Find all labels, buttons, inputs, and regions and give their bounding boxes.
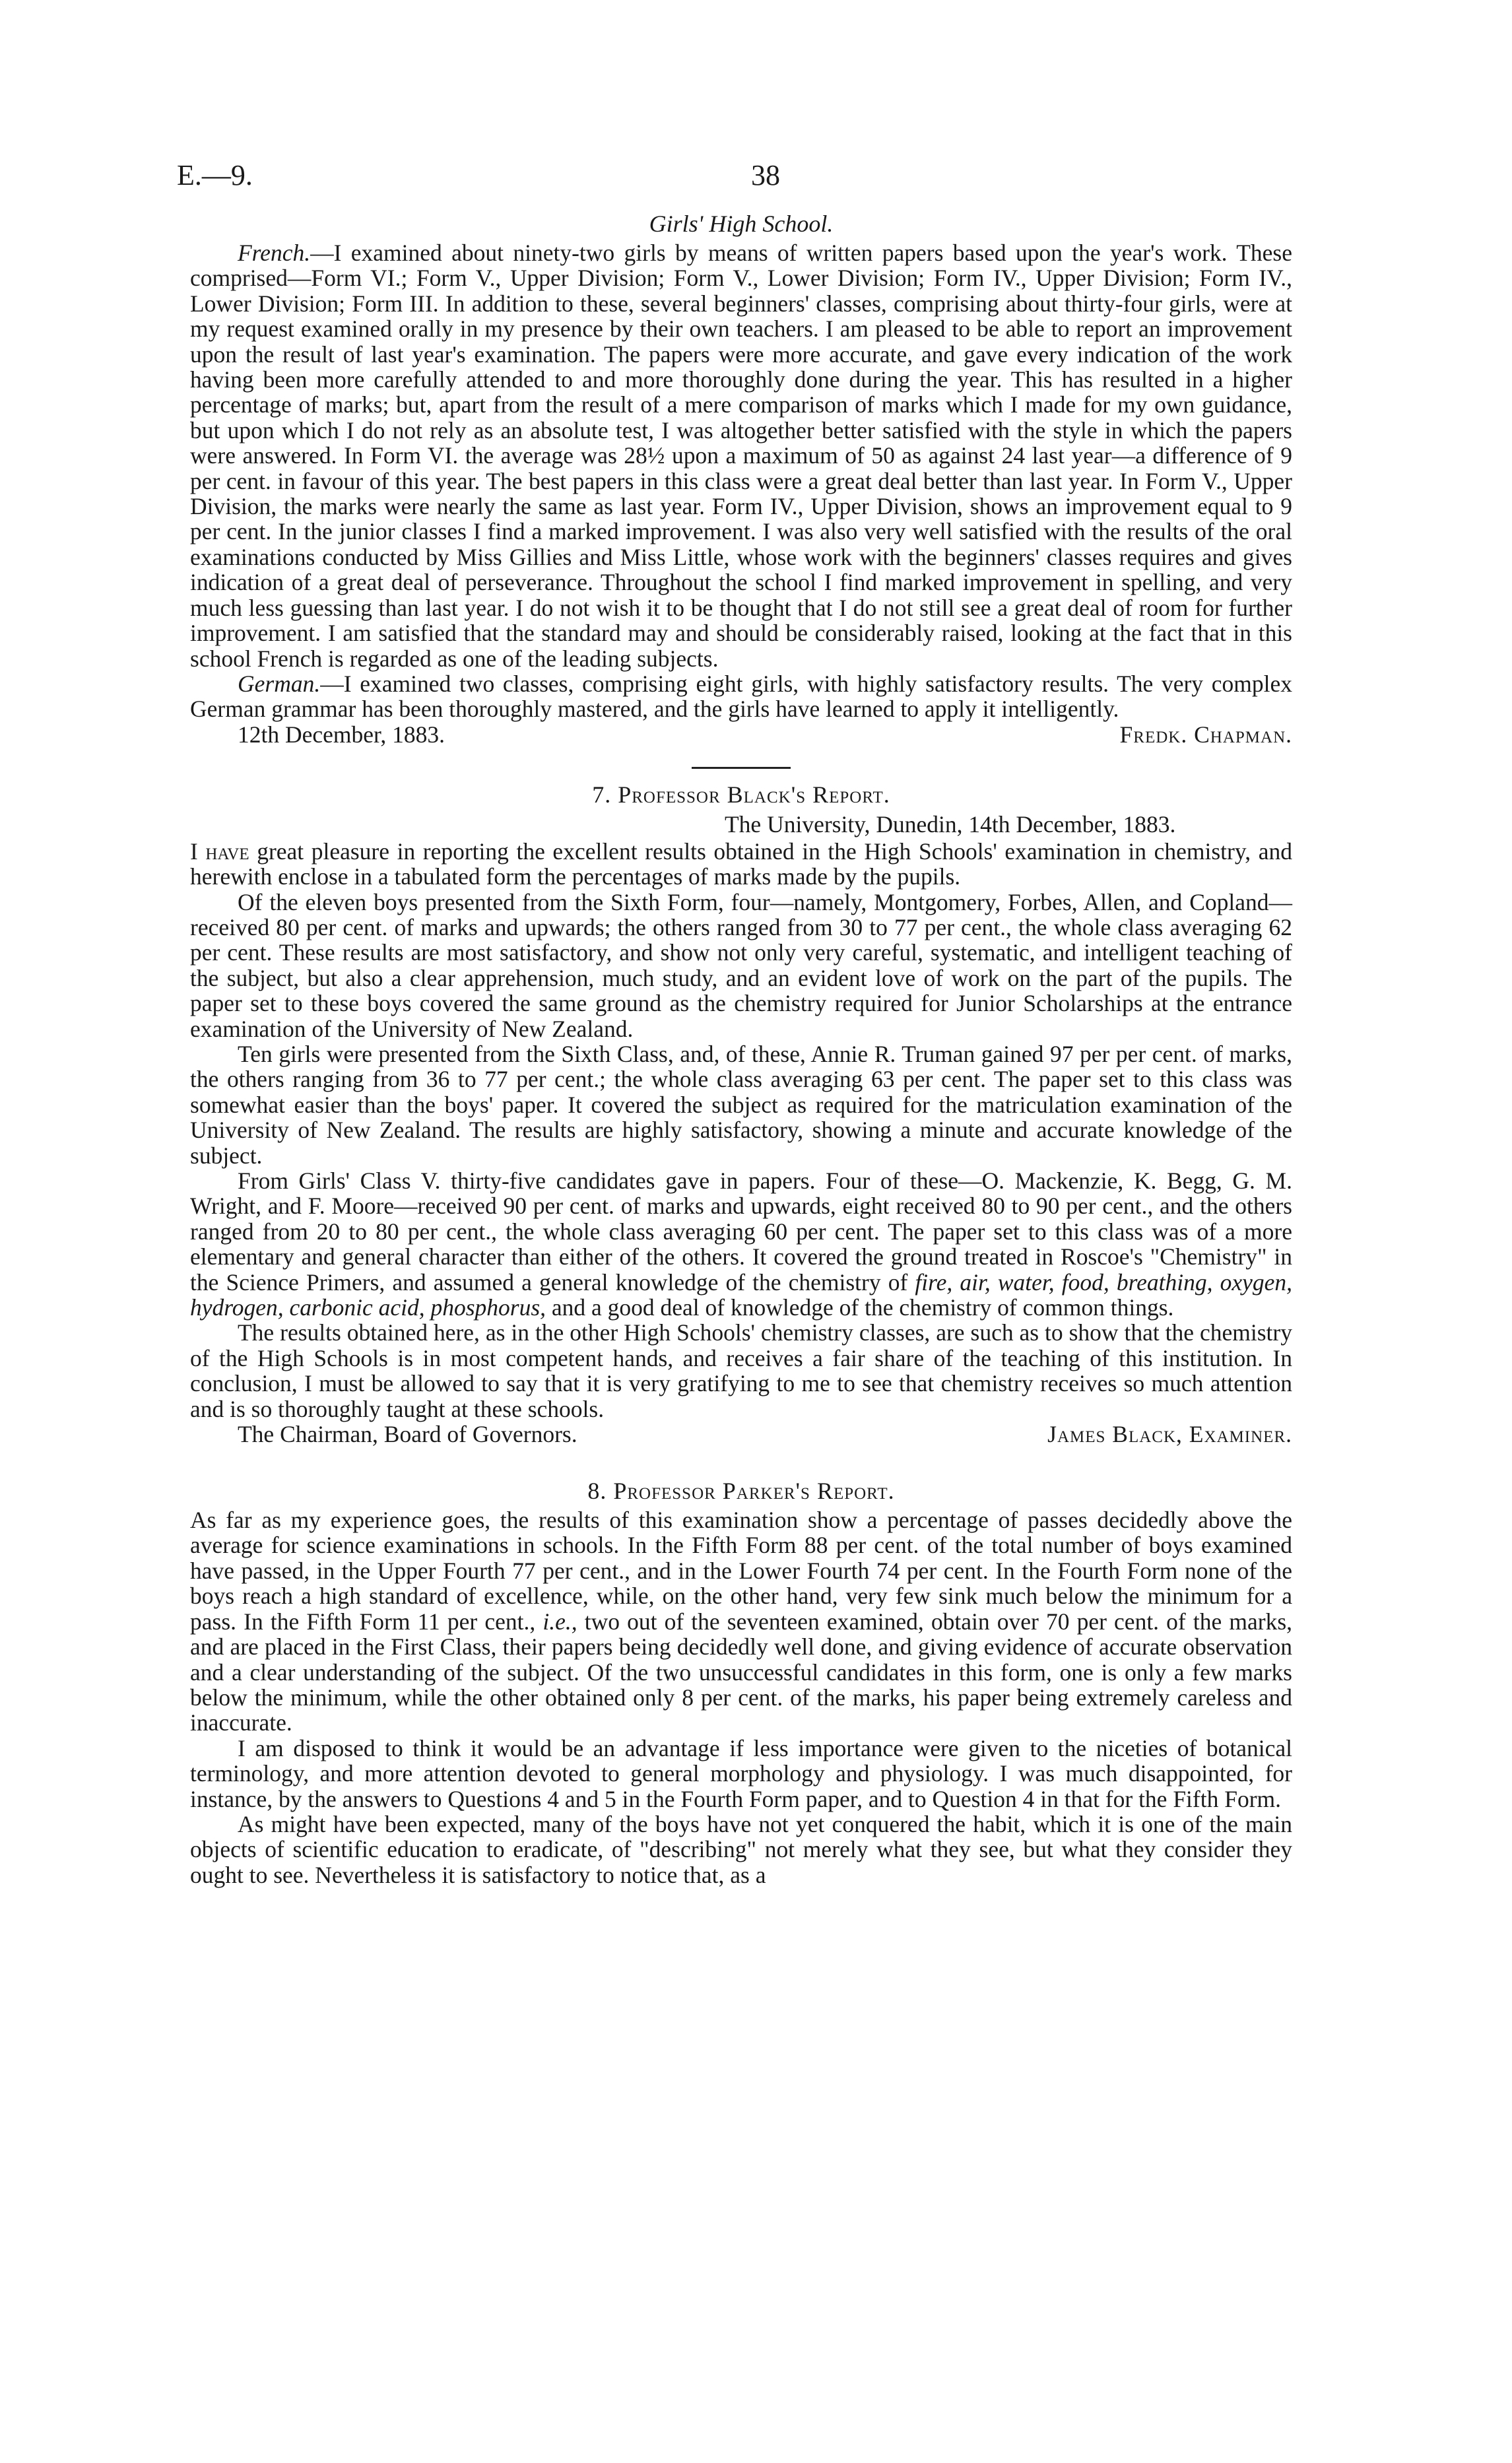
chapman-signoff: [190, 722, 1292, 748]
page-header: [177, 158, 1292, 198]
french-paragraph: [190, 240, 1292, 671]
document-page: [177, 158, 1293, 1888]
page-number: 38: [751, 159, 780, 191]
black-paragraph-4-text-a: From Girls' Class V. thirty-five candidates gave in papers. Four of these—O. Mackenzie, K. Begg, G. M. Wright, and F. Moore—received 90 per cent. of marks and upwards, eight received 80 to 90 per cent., and the others ranged from 20 to 80 per cent., the whole class averaging 60 per cent. The paper set to this class was of a more elementary and general character than either of the others. It covered the ground treated in Roscoe's "Chemistry" in the Science Primers, and assumed a general knowledge of the chemistry of: [190, 1167, 1292, 1296]
black-report-dateline: The University, Dunedin, 14th December, 1883.: [725, 810, 1176, 837]
chapman-signature: Fredk. Chapman.: [1119, 721, 1292, 748]
black-opening-word: I have: [190, 837, 249, 865]
black-paragraph-4: [190, 1168, 1292, 1320]
german-text: —I examined two classes, comprising eight girls, with highly satisfactory results. The very complex German grammar has been thoroughly mastered, and the girls have learned to apply it intelligently.: [190, 670, 1292, 723]
black-paragraph-1-text: great pleasure in reporting the excellent results obtained in the High Schools' examination in chemistry, and herewith enclose in a tabulated form the percentages of marks made by the pupils.: [190, 837, 1292, 890]
section-divider: [692, 767, 791, 769]
section-title-parker-report: 8. Professor Parker's Report.: [587, 1478, 895, 1505]
chapman-date: 12th December, 1883.: [238, 721, 445, 748]
section-gap: [190, 1448, 1292, 1465]
section-title-girls-high-school: Girls' High School.: [649, 211, 834, 237]
section-title-black-report: 7. Professor Black's Report.: [592, 781, 890, 808]
black-signoff: [190, 1422, 1292, 1448]
parker-paragraph-1-text-b: two out of the seventeen examined, obtain over 70 per cent. of the marks, and are placed in the First Class, their papers being decidedly well done, and giving evidence of accurate observation and a clear understanding of the subject. Of the two unsuccessful candidates in this form, one is only a few marks below the minimum, while the other obtained only 8 per cent. of the marks, his paper being extremely careless and inaccurate.: [190, 1608, 1293, 1736]
black-paragraph-4-text-b: and a good deal of knowledge of the chemistry of common things.: [546, 1294, 1174, 1321]
document-reference: E.—9.: [177, 159, 253, 191]
german-paragraph: [190, 671, 1292, 722]
parker-paragraph-1-text-a: As far as my experience goes, the results of this examination show a percentage of passes decidedly above the average for science examinations in schools. In the Fifth Form 88 per cent. of the total number of boys examined have passed, in the Upper Fourth 77 per cent., and in the Lower Fourth 74 per cent. In the Fourth Form none of the boys reach a high standard of excellence, while, on the other hand, very few sink much below the minimum for a pass. In the Fifth Form 11 per cent.,: [190, 1507, 1292, 1635]
black-paragraph-2: Of the eleven boys presented from the Sixth Form, four—namely, Montgomery, Forbes, Allen, and Copland—received 80 per cent. of marks and upwards; the others ranged from 30 to 77 per cent., the whole class averaging 62 per cent. These results are most satisfactory, and show not only very careful, systematic, and intelligent teaching of the subject, but also a clear apprehension, much study, and an evident love of work on the part of the pupils. The paper set to these boys covered the same ground as the chemistry required for Junior Scholarships at the entrance examination of the University of New Zealand.: [190, 888, 1292, 1042]
black-paragraph-3: Ten girls were presented from the Sixth Class, and, of these, Annie R. Truman gained 97 per per cent. of marks, the others ranging from 36 to 77 per cent.; the whole class averaging 63 per cent. The paper set to this class was somewhat easier than the boys' paper. It covered the subject as required for the matriculation examination of the University of New Zealand. The results are highly satisfactory, showing a minute and accurate knowledge of the subject.: [190, 1040, 1292, 1169]
black-addressee: The Chairman, Board of Governors.: [238, 1421, 577, 1448]
parker-paragraph-1: [190, 1507, 1292, 1736]
black-paragraph-4-italic: fire, air, water, food, breathing, oxygen, hydrogen, carbonic acid, phosphorus,: [190, 1268, 1293, 1321]
parker-paragraph-1-italic: i.e.,: [542, 1608, 577, 1635]
parker-paragraph-3: As might have been expected, many of the boys have not yet conquered the habit, which it is one of the main objects of scientific education to eradicate, of "describing" not merely what they see, but what they consider they ought to see. Nevertheless it is satisfactory to notice that, as a: [190, 1810, 1292, 1888]
black-paragraph-1: [190, 839, 1292, 890]
black-paragraph-5: The results obtained here, as in the other High Schools' chemistry classes, are such as to show that the chemistry of the High Schools is in most competent hands, and receives a fair share of the teaching of this institution. In conclusion, I must be allowed to say that it is very gratifying to me to see that chemistry receives so much attention and is so thoroughly taught at these schools.: [190, 1319, 1292, 1422]
german-label: German.: [238, 670, 321, 697]
french-label: French.: [238, 240, 311, 266]
french-text: —I examined about ninety-two girls by means of written papers based upon the year's work. These comprised—Form VI.; Form V., Upper Division; Form V., Lower Division; Form IV., Upper Division; Form IV., Lower Division; Form III. In addition to these, several beginners' classes, comprising about thirty-four girls, were at my request examined orally in my presence by their own teachers. I am pleased to be able to report an improvement upon the result of last year's examination. The papers were more accurate, and gave every indication of the work having been more carefully attended to and more thoroughly done during the year. This has resulted in a higher percentage of marks; but, apart from the result of a mere comparison of marks which I made for my own guidance, but upon which I do not rely as an absolute test, I was altogether better satisfied with the style in which the papers were answered. In Form VI. the average was 28½ upon a maximum of 50 as against 24 last year—a difference of 9 per cent. in favour of this year. The best papers in this class were a great deal better than last year. In Form V., Upper Division, the marks were nearly the same as last year. Form IV., Upper Division, shows an improvement equal to 9 per cent. In the junior classes I find a marked improvement. I was also very well satisfied with the results of the oral examinations conducted by Miss Gillies and Miss Little, whose work with the beginners' classes requires and gives indication of a great deal of perseverance. Throughout the school I find marked improvement in spelling, and very much less guessing than last year. I do not wish it to be thought that I do not still see a great deal of room for further improvement. I am satisfied that the standard may and should be considerably raised, looking at the fact that in this school French is regarded as one of the leading subjects.: [190, 240, 1292, 672]
parker-paragraph-2: I am disposed to think it would be an advantage if less importance were given to the niceties of botanical terminology, and more attention devoted to general morphology and physiology. I was much disappointed, for instance, by the answers to Questions 4 and 5 in the Fourth Form paper, and to Question 4 in that for the Fifth Form.: [190, 1734, 1292, 1812]
black-signature: James Black, Examiner.: [1047, 1421, 1292, 1448]
